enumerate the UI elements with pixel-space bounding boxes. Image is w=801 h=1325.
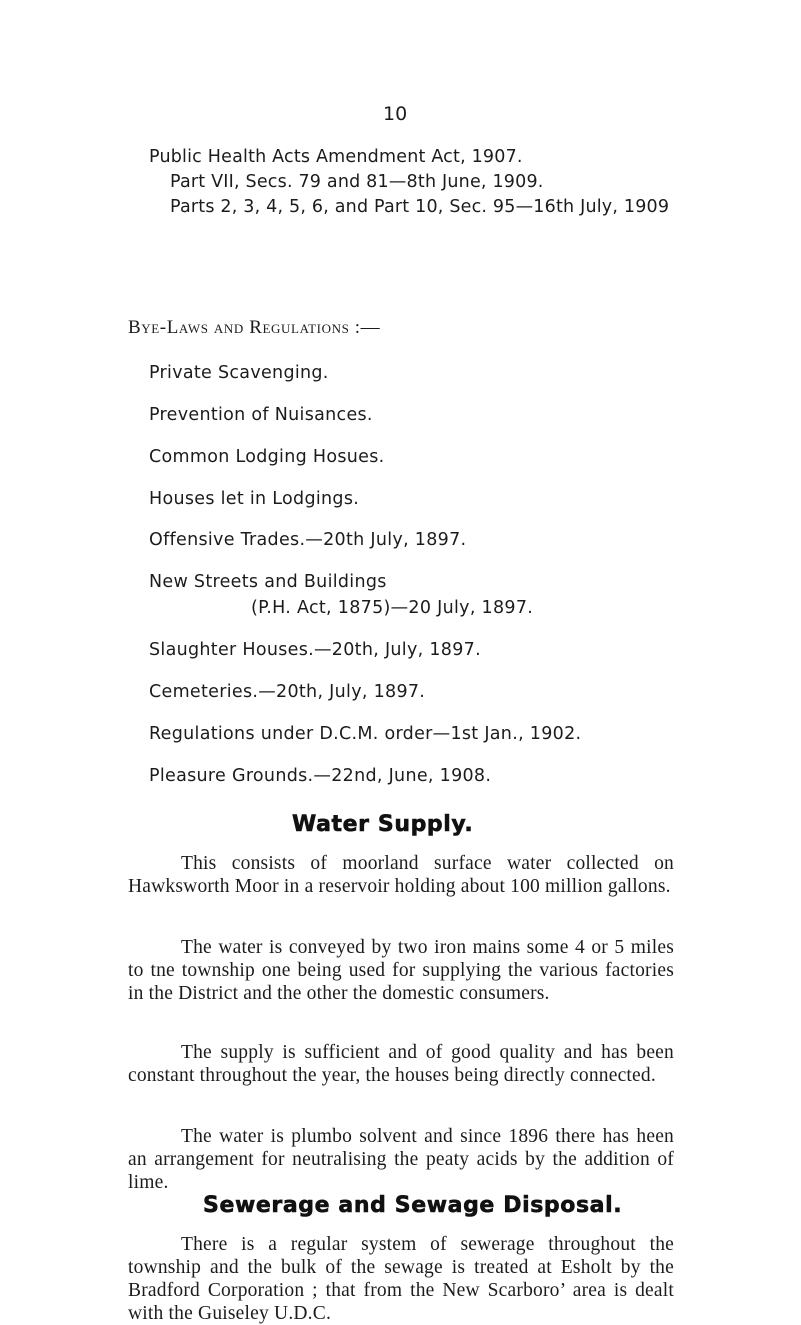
sewerage-paragraph-1-text: There is a regular system of sewerage throughout the township and the bulk of the sewage is treated at Esholt by the Bradford Corporation ; that from the New Scarboro’ area is dealt with the Guiseley U.D.C. — [128, 1234, 674, 1324]
act-line-3: Parts 2, 3, 4, 5, 6, and Part 10, Sec. 95—16th July, 1909 — [170, 197, 670, 217]
byelaw-item: Prevention of Nuisances. — [149, 405, 373, 425]
byelaws-heading: Bye-Laws and Regulations :— — [128, 317, 381, 338]
byelaw-item: Regulations under D.C.M. order—1st Jan., 1902. — [149, 724, 582, 744]
water-paragraph-1-text: This consists of moorland surface water collected on Hawksworth Moor in a reservoir holding about 100 million gallons. — [128, 853, 674, 897]
water-paragraph-2 — [128, 936, 674, 1005]
byelaw-item: Pleasure Grounds.—22nd, June, 1908. — [149, 766, 492, 786]
byelaw-item-continuation: (P.H. Act, 1875)—20 July, 1897. — [251, 598, 534, 618]
act-line-2: Part VII, Secs. 79 and 81—8th June, 1909. — [170, 172, 544, 192]
page-number: 10 — [383, 103, 408, 125]
water-paragraph-4-text: The water is plumbo solvent and since 1896 there has heen an arrangement for neutralising the peaty acids by the addition of lime. — [128, 1126, 674, 1193]
water-paragraph-1 — [128, 852, 674, 898]
byelaw-item: Common Lodging Hosues. — [149, 447, 385, 467]
act-line-1: Public Health Acts Amendment Act, 1907. — [149, 147, 523, 167]
byelaw-item: Cemeteries.—20th, July, 1897. — [149, 682, 426, 702]
byelaw-item: Private Scavenging. — [149, 363, 329, 383]
water-paragraph-4 — [128, 1125, 674, 1194]
byelaw-item: Houses let in Lodgings. — [149, 489, 360, 509]
sewerage-title: Sewerage and Sewage Disposal. — [203, 1193, 623, 1218]
water-paragraph-3 — [128, 1041, 674, 1087]
byelaw-item: New Streets and Buildings — [149, 572, 387, 592]
water-supply-title: Water Supply. — [292, 812, 474, 837]
water-paragraph-3-text: The supply is sufficient and of good quality and has been constant throughout the year, the houses being directly connected. — [128, 1042, 674, 1086]
byelaw-item: Offensive Trades.—20th July, 1897. — [149, 530, 467, 550]
water-paragraph-2-text: The water is conveyed by two iron mains some 4 or 5 miles to tne township one being used for supplying the various factories in the District and the other the domestic consumers. — [128, 937, 674, 1004]
sewerage-paragraph-1 — [128, 1233, 674, 1325]
byelaw-item: Slaughter Houses.—20th, July, 1897. — [149, 640, 481, 660]
